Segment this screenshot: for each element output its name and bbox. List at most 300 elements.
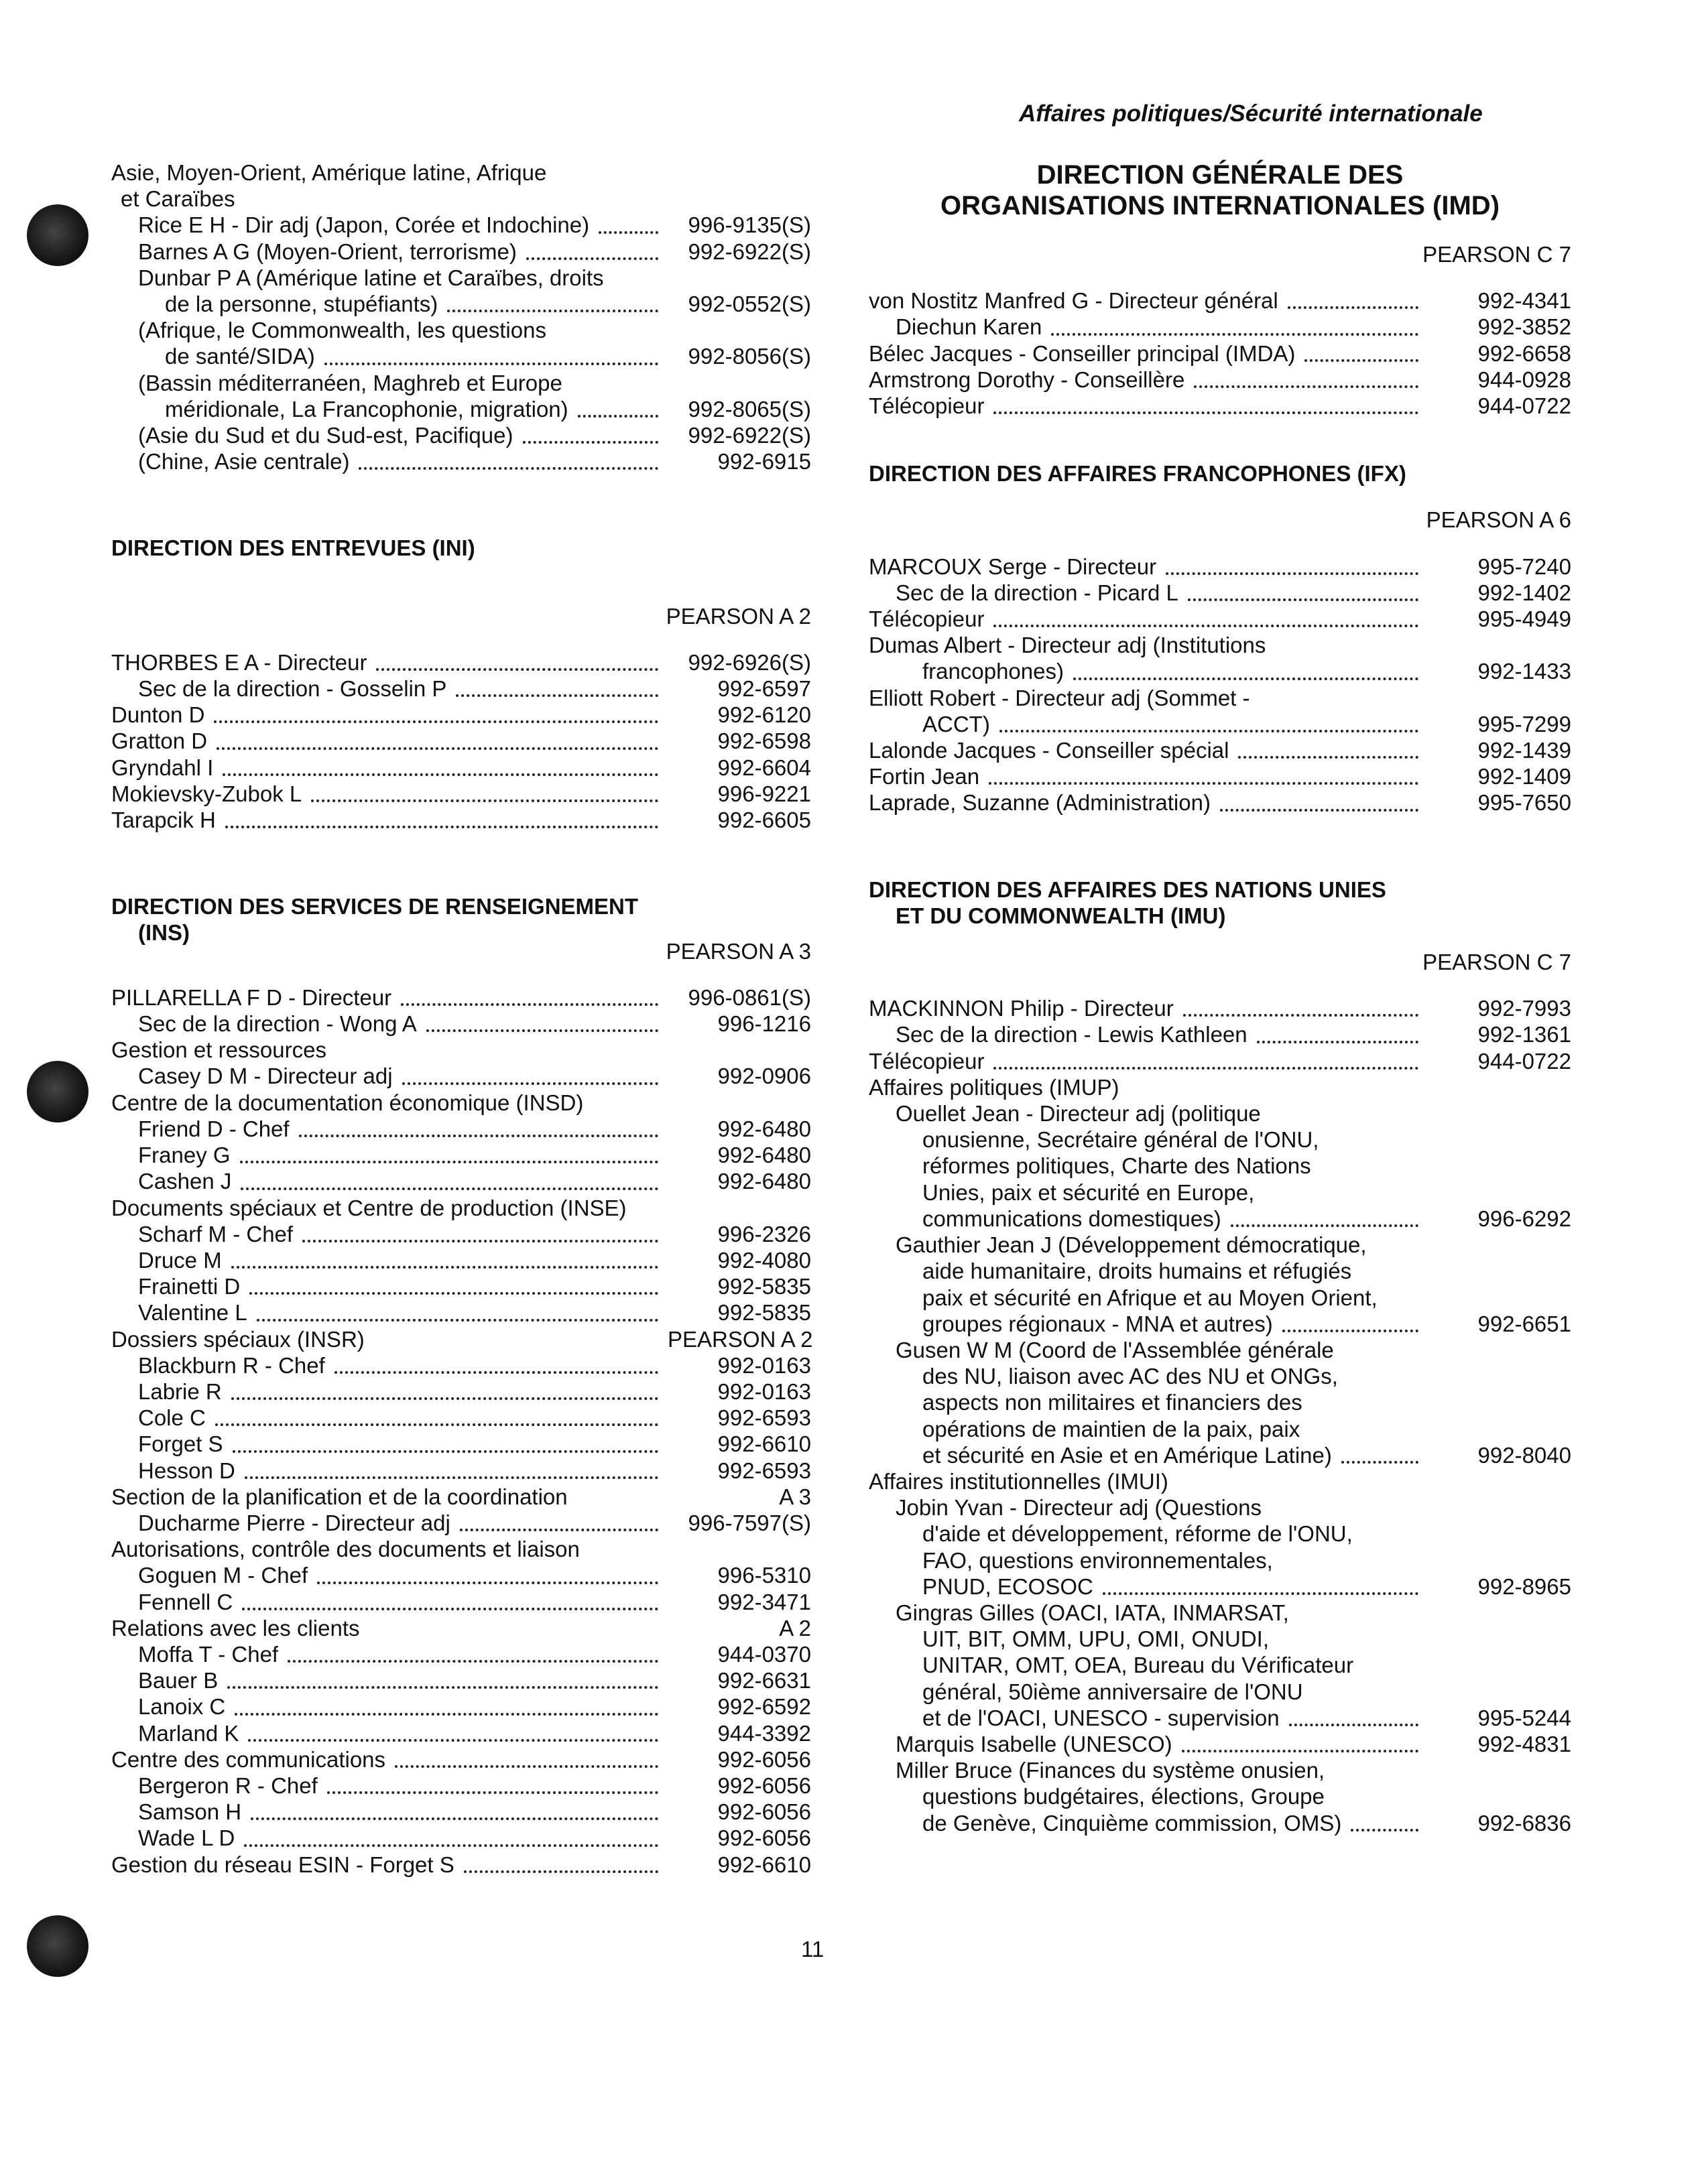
dot-leader bbox=[526, 257, 658, 260]
dot-leader bbox=[1257, 1041, 1418, 1043]
entry-phone: 992-6922(S) bbox=[688, 423, 811, 448]
dot-leader bbox=[359, 467, 658, 470]
directory-entry bbox=[869, 632, 1571, 658]
entry-label: et de l'OACI, UNESCO - supervision bbox=[922, 1705, 1280, 1730]
entry-phone: 992-5835 bbox=[717, 1300, 811, 1326]
entry-label: Lanoix C bbox=[138, 1694, 226, 1720]
punch-hole-middle bbox=[27, 1061, 88, 1122]
directory-entry bbox=[111, 1326, 811, 1352]
directory-entry bbox=[111, 1116, 811, 1142]
entry-label: Télécopieur bbox=[869, 606, 985, 632]
entry-label: Unies, paix et sécurité en Europe, bbox=[922, 1179, 1255, 1205]
directory-entry bbox=[869, 1600, 1571, 1626]
directory-entry bbox=[111, 1168, 811, 1194]
entry-label: Elliott Robert - Directeur adj (Sommet - bbox=[869, 685, 1250, 710]
entry-label: (Asie du Sud et du Sud-est, Pacifique) bbox=[138, 423, 513, 448]
ini-location: PEARSON A 2 bbox=[666, 603, 811, 629]
entry-label: Wade L D bbox=[138, 1825, 235, 1851]
directory-entry bbox=[869, 340, 1571, 367]
directory-entry bbox=[869, 1179, 1571, 1206]
directory-entry bbox=[869, 1705, 1571, 1731]
directory-entry bbox=[869, 1626, 1571, 1652]
directory-entry bbox=[869, 1285, 1571, 1311]
dot-leader bbox=[302, 1240, 658, 1242]
dot-leader bbox=[231, 1397, 658, 1400]
entry-phone: 944-3392 bbox=[717, 1720, 811, 1746]
entry-label: Franey G bbox=[138, 1143, 231, 1168]
dot-leader bbox=[578, 415, 658, 417]
entry-phone: 996-1216 bbox=[717, 1011, 811, 1037]
entry-phone: 992-6915 bbox=[717, 449, 811, 474]
directory-entry bbox=[869, 1573, 1571, 1600]
directory-entry bbox=[111, 1063, 811, 1089]
directory-entry bbox=[869, 314, 1571, 340]
dot-leader bbox=[993, 625, 1418, 627]
entry-label: Samson H bbox=[138, 1799, 242, 1825]
entry-label: Friend D - Chef bbox=[138, 1116, 290, 1141]
entry-label: aide humanitaire, droits humains et réfugiés bbox=[922, 1259, 1352, 1284]
entry-phone: 992-8056(S) bbox=[688, 344, 811, 369]
entry-label: (Afrique, le Commonwealth, les questions bbox=[138, 318, 546, 343]
entry-label: ACCT) bbox=[922, 711, 990, 736]
entry-phone: 992-6605 bbox=[717, 808, 811, 833]
entry-phone: 996-9221 bbox=[717, 781, 811, 806]
entry-label: Gratton D bbox=[111, 728, 208, 754]
entry-label: onusienne, Secrétaire général de l'ONU, bbox=[922, 1127, 1319, 1153]
imu-heading-2: ET DU COMMONWEALTH (IMU) bbox=[896, 903, 1226, 928]
ifx-location: PEARSON A 6 bbox=[1426, 507, 1571, 533]
entry-label: Sec de la direction - Picard L bbox=[896, 580, 1178, 605]
dot-leader bbox=[999, 730, 1418, 732]
entry-label: Fennell C bbox=[138, 1589, 233, 1614]
dot-leader bbox=[599, 231, 658, 234]
dot-leader bbox=[231, 1266, 658, 1269]
dot-leader bbox=[214, 720, 658, 723]
directory-entry bbox=[111, 1484, 811, 1510]
directory-entry bbox=[111, 1615, 811, 1641]
dot-leader bbox=[1051, 333, 1418, 336]
directory-entry bbox=[869, 1127, 1571, 1153]
entry-label: groupes régionaux - MNA et autres) bbox=[922, 1311, 1273, 1336]
entry-phone: 992-6922(S) bbox=[688, 239, 811, 264]
entry-phone: 992-1402 bbox=[1477, 580, 1571, 605]
entry-label: MACKINNON Philip - Directeur bbox=[869, 996, 1174, 1021]
ifx-entries bbox=[869, 554, 1571, 816]
entry-phone: 992-8040 bbox=[1477, 1442, 1571, 1468]
entry-phone: 992-4831 bbox=[1477, 1731, 1571, 1756]
ins-location: PEARSON A 3 bbox=[666, 938, 811, 964]
ins-heading-1: DIRECTION DES SERVICES DE RENSEIGNEMENT bbox=[111, 894, 639, 919]
directory-entry bbox=[111, 212, 811, 238]
directory-entry bbox=[869, 1416, 1571, 1442]
directory-entry bbox=[111, 1011, 811, 1037]
left-column bbox=[111, 159, 811, 1878]
entry-phone: 944-0928 bbox=[1477, 367, 1571, 392]
dot-leader bbox=[317, 1582, 658, 1584]
dot-leader bbox=[288, 1660, 658, 1663]
entry-label: Valentine L bbox=[138, 1300, 247, 1326]
dot-leader bbox=[251, 1817, 658, 1820]
entry-label: des NU, liaison avec AC des NU et ONGs, bbox=[922, 1364, 1338, 1389]
entry-label: Sec de la direction - Gosselin P bbox=[138, 676, 447, 702]
entry-phone: 992-6592 bbox=[717, 1694, 811, 1720]
directory-entry bbox=[111, 1221, 811, 1247]
dot-leader bbox=[456, 694, 658, 697]
directory-entry bbox=[111, 1378, 811, 1405]
entry-label: Bélec Jacques - Conseiller principal (IMDA) bbox=[869, 340, 1296, 366]
entry-label: Fortin Jean bbox=[869, 764, 980, 789]
dot-leader bbox=[1282, 1330, 1418, 1332]
directory-entry bbox=[111, 1641, 811, 1667]
directory-entry bbox=[869, 1153, 1571, 1179]
entry-phone: 992-4341 bbox=[1477, 288, 1571, 314]
directory-entry bbox=[111, 1405, 811, 1431]
entry-label: Gestion du réseau ESIN - Forget S bbox=[111, 1852, 454, 1877]
entry-phone: 992-6593 bbox=[717, 1405, 811, 1431]
dot-leader bbox=[227, 1686, 658, 1689]
dot-leader bbox=[1304, 359, 1418, 362]
directory-entry bbox=[869, 1442, 1571, 1468]
dot-leader bbox=[464, 1870, 658, 1873]
dot-leader bbox=[223, 773, 658, 776]
directory-entry bbox=[111, 676, 811, 702]
dot-leader bbox=[1188, 598, 1418, 601]
directory-entry bbox=[111, 1536, 811, 1562]
directory-entry bbox=[869, 1337, 1571, 1363]
ifx-heading: DIRECTION DES AFFAIRES FRANCOPHONES (IFX) bbox=[869, 461, 1406, 487]
dot-leader bbox=[257, 1319, 658, 1322]
directory-entry bbox=[869, 367, 1571, 393]
dot-leader bbox=[460, 1529, 658, 1531]
entry-label: opérations de maintien de la paix, paix bbox=[922, 1416, 1300, 1441]
directory-entry bbox=[869, 1679, 1571, 1705]
entry-label: Gusen W M (Coord de l'Assemblée générale bbox=[896, 1337, 1334, 1362]
dot-leader bbox=[523, 441, 659, 444]
directory-entry bbox=[869, 1100, 1571, 1127]
entry-phone: 992-6593 bbox=[717, 1458, 811, 1483]
imd-title-1: DIRECTION GÉNÉRALE DES bbox=[1036, 160, 1404, 190]
entry-label: paix et sécurité en Afrique et au Moyen Orient, bbox=[922, 1285, 1378, 1310]
asia-entries bbox=[111, 212, 811, 474]
imd-entries bbox=[869, 287, 1571, 419]
entry-phone: 992-1439 bbox=[1477, 738, 1571, 763]
directory-entry bbox=[869, 789, 1571, 816]
directory-entry bbox=[111, 1299, 811, 1326]
directory-entry bbox=[111, 1273, 811, 1299]
entry-label: Sec de la direction - Wong A bbox=[138, 1011, 417, 1037]
directory-entry bbox=[111, 448, 811, 474]
entry-label: FAO, questions environnementales, bbox=[922, 1547, 1273, 1573]
directory-entry bbox=[111, 781, 811, 807]
directory-entry bbox=[111, 984, 811, 1011]
directory-entry bbox=[111, 1799, 811, 1825]
imd-title-2: ORGANISATIONS INTERNATIONALES (IMD) bbox=[940, 191, 1500, 220]
directory-entry bbox=[869, 1783, 1571, 1809]
entry-phone: 992-6056 bbox=[717, 1799, 811, 1825]
entry-label: von Nostitz Manfred G - Directeur général bbox=[869, 288, 1278, 314]
directory-entry bbox=[869, 1731, 1571, 1757]
entry-phone: 992-1361 bbox=[1477, 1022, 1571, 1047]
directory-entry bbox=[869, 393, 1571, 419]
directory-entry bbox=[869, 1363, 1571, 1389]
directory-entry bbox=[869, 1232, 1571, 1258]
entry-label: Forget S bbox=[138, 1431, 223, 1457]
imu-entries bbox=[869, 995, 1571, 1836]
directory-entry bbox=[869, 1652, 1571, 1678]
entry-label: UIT, BIT, OMM, UPU, OMI, ONUDI, bbox=[922, 1626, 1270, 1652]
entry-label: Druce M bbox=[138, 1247, 222, 1273]
entry-phone: 992-1433 bbox=[1477, 659, 1571, 684]
entry-phone: 992-5835 bbox=[717, 1274, 811, 1299]
entry-phone: A 3 bbox=[779, 1484, 811, 1509]
entry-phone: 992-0906 bbox=[717, 1064, 811, 1089]
dot-leader bbox=[244, 1844, 658, 1847]
entry-phone: 992-8965 bbox=[1477, 1573, 1571, 1599]
directory-entry bbox=[869, 1810, 1571, 1836]
entry-phone: 992-8065(S) bbox=[688, 396, 811, 422]
punch-hole-bottom bbox=[27, 1915, 88, 1977]
directory-entry bbox=[111, 1667, 811, 1693]
directory-entry bbox=[869, 737, 1571, 763]
entry-phone: 992-4080 bbox=[717, 1247, 811, 1273]
entry-phone: 992-0163 bbox=[717, 1378, 811, 1404]
entry-label: Dumas Albert - Directeur adj (Institutions bbox=[869, 633, 1266, 658]
entry-phone: 944-0370 bbox=[717, 1641, 811, 1667]
entry-label: Centre des communications bbox=[111, 1746, 386, 1772]
entry-phone: 944-0722 bbox=[1477, 1048, 1571, 1074]
directory-entry bbox=[111, 265, 811, 291]
entry-label: PILLARELLA F D - Directeur bbox=[111, 984, 392, 1010]
directory-entry bbox=[111, 1037, 811, 1063]
directory-entry bbox=[869, 1521, 1571, 1547]
entry-label: Télécopieur bbox=[869, 393, 985, 419]
entry-label: francophones) bbox=[922, 659, 1064, 684]
dot-leader bbox=[402, 1082, 658, 1085]
entry-label: Relations avec les clients bbox=[111, 1615, 360, 1641]
dot-leader bbox=[1231, 1224, 1418, 1227]
entry-phone: 996-0861(S) bbox=[688, 984, 811, 1010]
entry-phone: 992-6480 bbox=[717, 1143, 811, 1168]
directory-entry bbox=[869, 995, 1571, 1021]
directory-entry bbox=[111, 1852, 811, 1878]
directory-entry bbox=[869, 658, 1571, 684]
entry-phone: 992-6056 bbox=[717, 1773, 811, 1798]
directory-entry bbox=[111, 755, 811, 781]
directory-entry bbox=[869, 1757, 1571, 1783]
dot-leader bbox=[225, 826, 658, 828]
page-number: 11 bbox=[801, 1937, 825, 1962]
entry-label: Télécopieur bbox=[869, 1048, 985, 1074]
entry-phone: 992-6926(S) bbox=[688, 649, 811, 675]
directory-entry bbox=[869, 580, 1571, 606]
entry-phone: 992-6056 bbox=[717, 1825, 811, 1851]
entry-phone: 996-5310 bbox=[717, 1563, 811, 1588]
entry-phone: 995-5244 bbox=[1477, 1705, 1571, 1730]
entry-label: Dunbar P A (Amérique latine et Caraïbes, droits bbox=[138, 265, 604, 290]
directory-entry bbox=[111, 1825, 811, 1851]
punch-hole-top bbox=[27, 204, 88, 266]
entry-label: Affaires institutionnelles (IMUI) bbox=[869, 1468, 1168, 1494]
entry-label: MARCOUX Serge - Directeur bbox=[869, 554, 1157, 579]
entry-label: Documents spéciaux et Centre de production (INSE) bbox=[111, 1195, 627, 1220]
directory-entry bbox=[869, 1048, 1571, 1074]
directory-entry bbox=[111, 422, 811, 448]
entry-label: UNITAR, OMT, OEA, Bureau du Vérificateur bbox=[922, 1653, 1354, 1678]
directory-entry bbox=[869, 1494, 1571, 1521]
dot-leader bbox=[1166, 572, 1418, 575]
entry-label: Gestion et ressources bbox=[111, 1037, 326, 1063]
directory-entry bbox=[111, 239, 811, 265]
entry-phone: 992-6610 bbox=[717, 1852, 811, 1877]
entry-label: Bergeron R - Chef bbox=[138, 1773, 318, 1798]
entry-label: Cashen J bbox=[138, 1169, 232, 1194]
directory-entry bbox=[869, 287, 1571, 314]
entry-phone: 992-6651 bbox=[1477, 1311, 1571, 1336]
directory-entry bbox=[869, 1547, 1571, 1573]
entry-label: Sec de la direction - Lewis Kathleen bbox=[896, 1022, 1247, 1047]
directory-entry bbox=[111, 1431, 811, 1457]
directory-entry bbox=[111, 1352, 811, 1378]
ins-heading-2: (INS) bbox=[138, 920, 190, 946]
entry-label: Autorisations, contrôle des documents et liaison bbox=[111, 1537, 580, 1562]
entry-label: Ouellet Jean - Directeur adj (politique bbox=[896, 1101, 1261, 1127]
directory-entry bbox=[869, 1258, 1571, 1284]
entry-label: Casey D M - Directeur adj bbox=[138, 1064, 393, 1089]
dot-leader bbox=[401, 1003, 658, 1006]
entry-phone: 992-1409 bbox=[1477, 764, 1571, 789]
entry-label: THORBES E A - Directeur bbox=[111, 649, 367, 675]
directory-entry bbox=[111, 1142, 811, 1168]
dot-leader bbox=[1194, 385, 1418, 388]
entry-label: Dossiers spéciaux (INSR) bbox=[111, 1326, 365, 1352]
entry-label: Marquis Isabelle (UNESCO) bbox=[896, 1731, 1172, 1756]
entry-label: Gauthier Jean J (Développement démocratique, bbox=[896, 1232, 1367, 1258]
entry-phone: 992-6836 bbox=[1477, 1810, 1571, 1836]
directory-entry bbox=[111, 1195, 811, 1221]
entry-phone: 996-9135(S) bbox=[688, 212, 811, 238]
ins-entries bbox=[111, 984, 811, 1878]
entry-phone: 995-7650 bbox=[1477, 790, 1571, 816]
dot-leader bbox=[1351, 1829, 1418, 1832]
directory-entry bbox=[869, 1389, 1571, 1415]
directory-entry bbox=[111, 1458, 811, 1484]
dot-leader bbox=[299, 1135, 658, 1137]
entry-label: Mokievsky-Zubok L bbox=[111, 781, 302, 806]
entry-label: Rice E H - Dir adj (Japon, Corée et Indochine) bbox=[138, 212, 590, 238]
dot-leader bbox=[245, 1476, 658, 1479]
directory-entry bbox=[869, 1074, 1571, 1100]
imu-heading-1: DIRECTION DES AFFAIRES DES NATIONS UNIES bbox=[869, 877, 1386, 902]
directory-entry bbox=[869, 685, 1571, 711]
entry-phone: 992-6631 bbox=[717, 1668, 811, 1693]
entry-label: Blackburn R - Chef bbox=[138, 1352, 325, 1378]
dot-leader bbox=[233, 1450, 658, 1453]
entry-phone: 992-3852 bbox=[1477, 314, 1571, 340]
entry-phone: 996-6292 bbox=[1477, 1206, 1571, 1231]
entry-label: de la personne, stupéfiants) bbox=[165, 292, 438, 317]
entry-label: d'aide et développement, réforme de l'ONU, bbox=[922, 1521, 1353, 1547]
entry-label: Labrie R bbox=[138, 1378, 222, 1404]
entry-label: Lalonde Jacques - Conseiller spécial bbox=[869, 738, 1229, 763]
directory-entry bbox=[111, 396, 811, 422]
dot-leader bbox=[1341, 1461, 1418, 1464]
entry-label: Laprade, Suzanne (Administration) bbox=[869, 790, 1211, 816]
entry-label: Hesson D bbox=[138, 1458, 235, 1483]
dot-leader bbox=[993, 1067, 1418, 1070]
entry-phone: 992-6604 bbox=[717, 755, 811, 780]
dot-leader bbox=[1289, 1724, 1418, 1726]
directory-entry bbox=[111, 1090, 811, 1116]
entry-label: Dunton D bbox=[111, 702, 205, 728]
entry-phone: 992-3471 bbox=[717, 1589, 811, 1614]
entry-phone: 944-0722 bbox=[1477, 393, 1571, 419]
entry-label: PNUD, ECOSOC bbox=[922, 1573, 1093, 1599]
directory-entry bbox=[111, 1510, 811, 1536]
dot-leader bbox=[249, 1292, 658, 1295]
directory-entry bbox=[869, 1206, 1571, 1232]
directory-entry bbox=[111, 649, 811, 676]
entry-phone: 995-7299 bbox=[1477, 711, 1571, 736]
entry-phone: A 2 bbox=[779, 1615, 811, 1641]
entry-label: de santé/SIDA) bbox=[165, 344, 315, 369]
directory-entry bbox=[111, 343, 811, 369]
entry-label: Jobin Yvan - Directeur adj (Questions bbox=[896, 1495, 1262, 1521]
entry-label: Barnes A G (Moyen-Orient, terrorisme) bbox=[138, 239, 517, 264]
dot-leader bbox=[447, 310, 658, 312]
entry-label: Diechun Karen bbox=[896, 314, 1042, 340]
entry-phone: 992-6610 bbox=[717, 1431, 811, 1457]
entry-label: aspects non militaires et financiers des bbox=[922, 1390, 1302, 1415]
directory-entry bbox=[111, 1693, 811, 1720]
entry-label: Cole C bbox=[138, 1405, 206, 1431]
dot-leader bbox=[242, 1608, 658, 1610]
directory-entry bbox=[869, 763, 1571, 789]
entry-phone: PEARSON A 2 bbox=[668, 1326, 813, 1352]
directory-entry bbox=[111, 1562, 811, 1588]
directory-entry bbox=[869, 554, 1571, 580]
entry-label: (Chine, Asie centrale) bbox=[138, 449, 350, 474]
entry-phone: 992-6480 bbox=[717, 1169, 811, 1194]
entry-label: Gingras Gilles (OACI, IATA, INMARSAT, bbox=[896, 1600, 1289, 1625]
entry-label: et sécurité en Asie et en Amérique Latine) bbox=[922, 1442, 1332, 1468]
running-head: Affaires politiques/Sécurité internationale bbox=[1019, 101, 1483, 127]
dot-leader bbox=[1183, 1014, 1418, 1017]
dot-leader bbox=[311, 799, 658, 802]
entry-label: Section de la planification et de la coordination bbox=[111, 1484, 568, 1509]
directory-entry bbox=[869, 1468, 1571, 1494]
ini-heading: DIRECTION DES ENTREVUES (INI) bbox=[111, 535, 475, 561]
entry-label: de Genève, Cinquième commission, OMS) bbox=[922, 1810, 1342, 1836]
entry-phone: 992-7993 bbox=[1477, 996, 1571, 1021]
entry-label: (Bassin méditerranéen, Maghreb et Europe bbox=[138, 370, 562, 395]
dot-leader bbox=[395, 1765, 658, 1768]
directory-entry bbox=[111, 370, 811, 396]
entry-label: Frainetti D bbox=[138, 1274, 241, 1299]
entry-phone: 992-6480 bbox=[717, 1116, 811, 1141]
directory-entry bbox=[111, 1247, 811, 1273]
directory-entry bbox=[869, 1311, 1571, 1337]
entry-phone: 995-4949 bbox=[1477, 606, 1571, 632]
right-column bbox=[869, 159, 1571, 1836]
entry-phone: 992-6120 bbox=[717, 702, 811, 728]
dot-leader bbox=[334, 1371, 658, 1374]
directory-entry bbox=[869, 711, 1571, 737]
entry-phone: 992-0552(S) bbox=[688, 292, 811, 317]
directory-entry bbox=[869, 606, 1571, 632]
entry-phone: 996-2326 bbox=[717, 1221, 811, 1246]
entry-label: communications domestiques) bbox=[922, 1206, 1221, 1231]
entry-phone: 996-7597(S) bbox=[688, 1510, 811, 1535]
